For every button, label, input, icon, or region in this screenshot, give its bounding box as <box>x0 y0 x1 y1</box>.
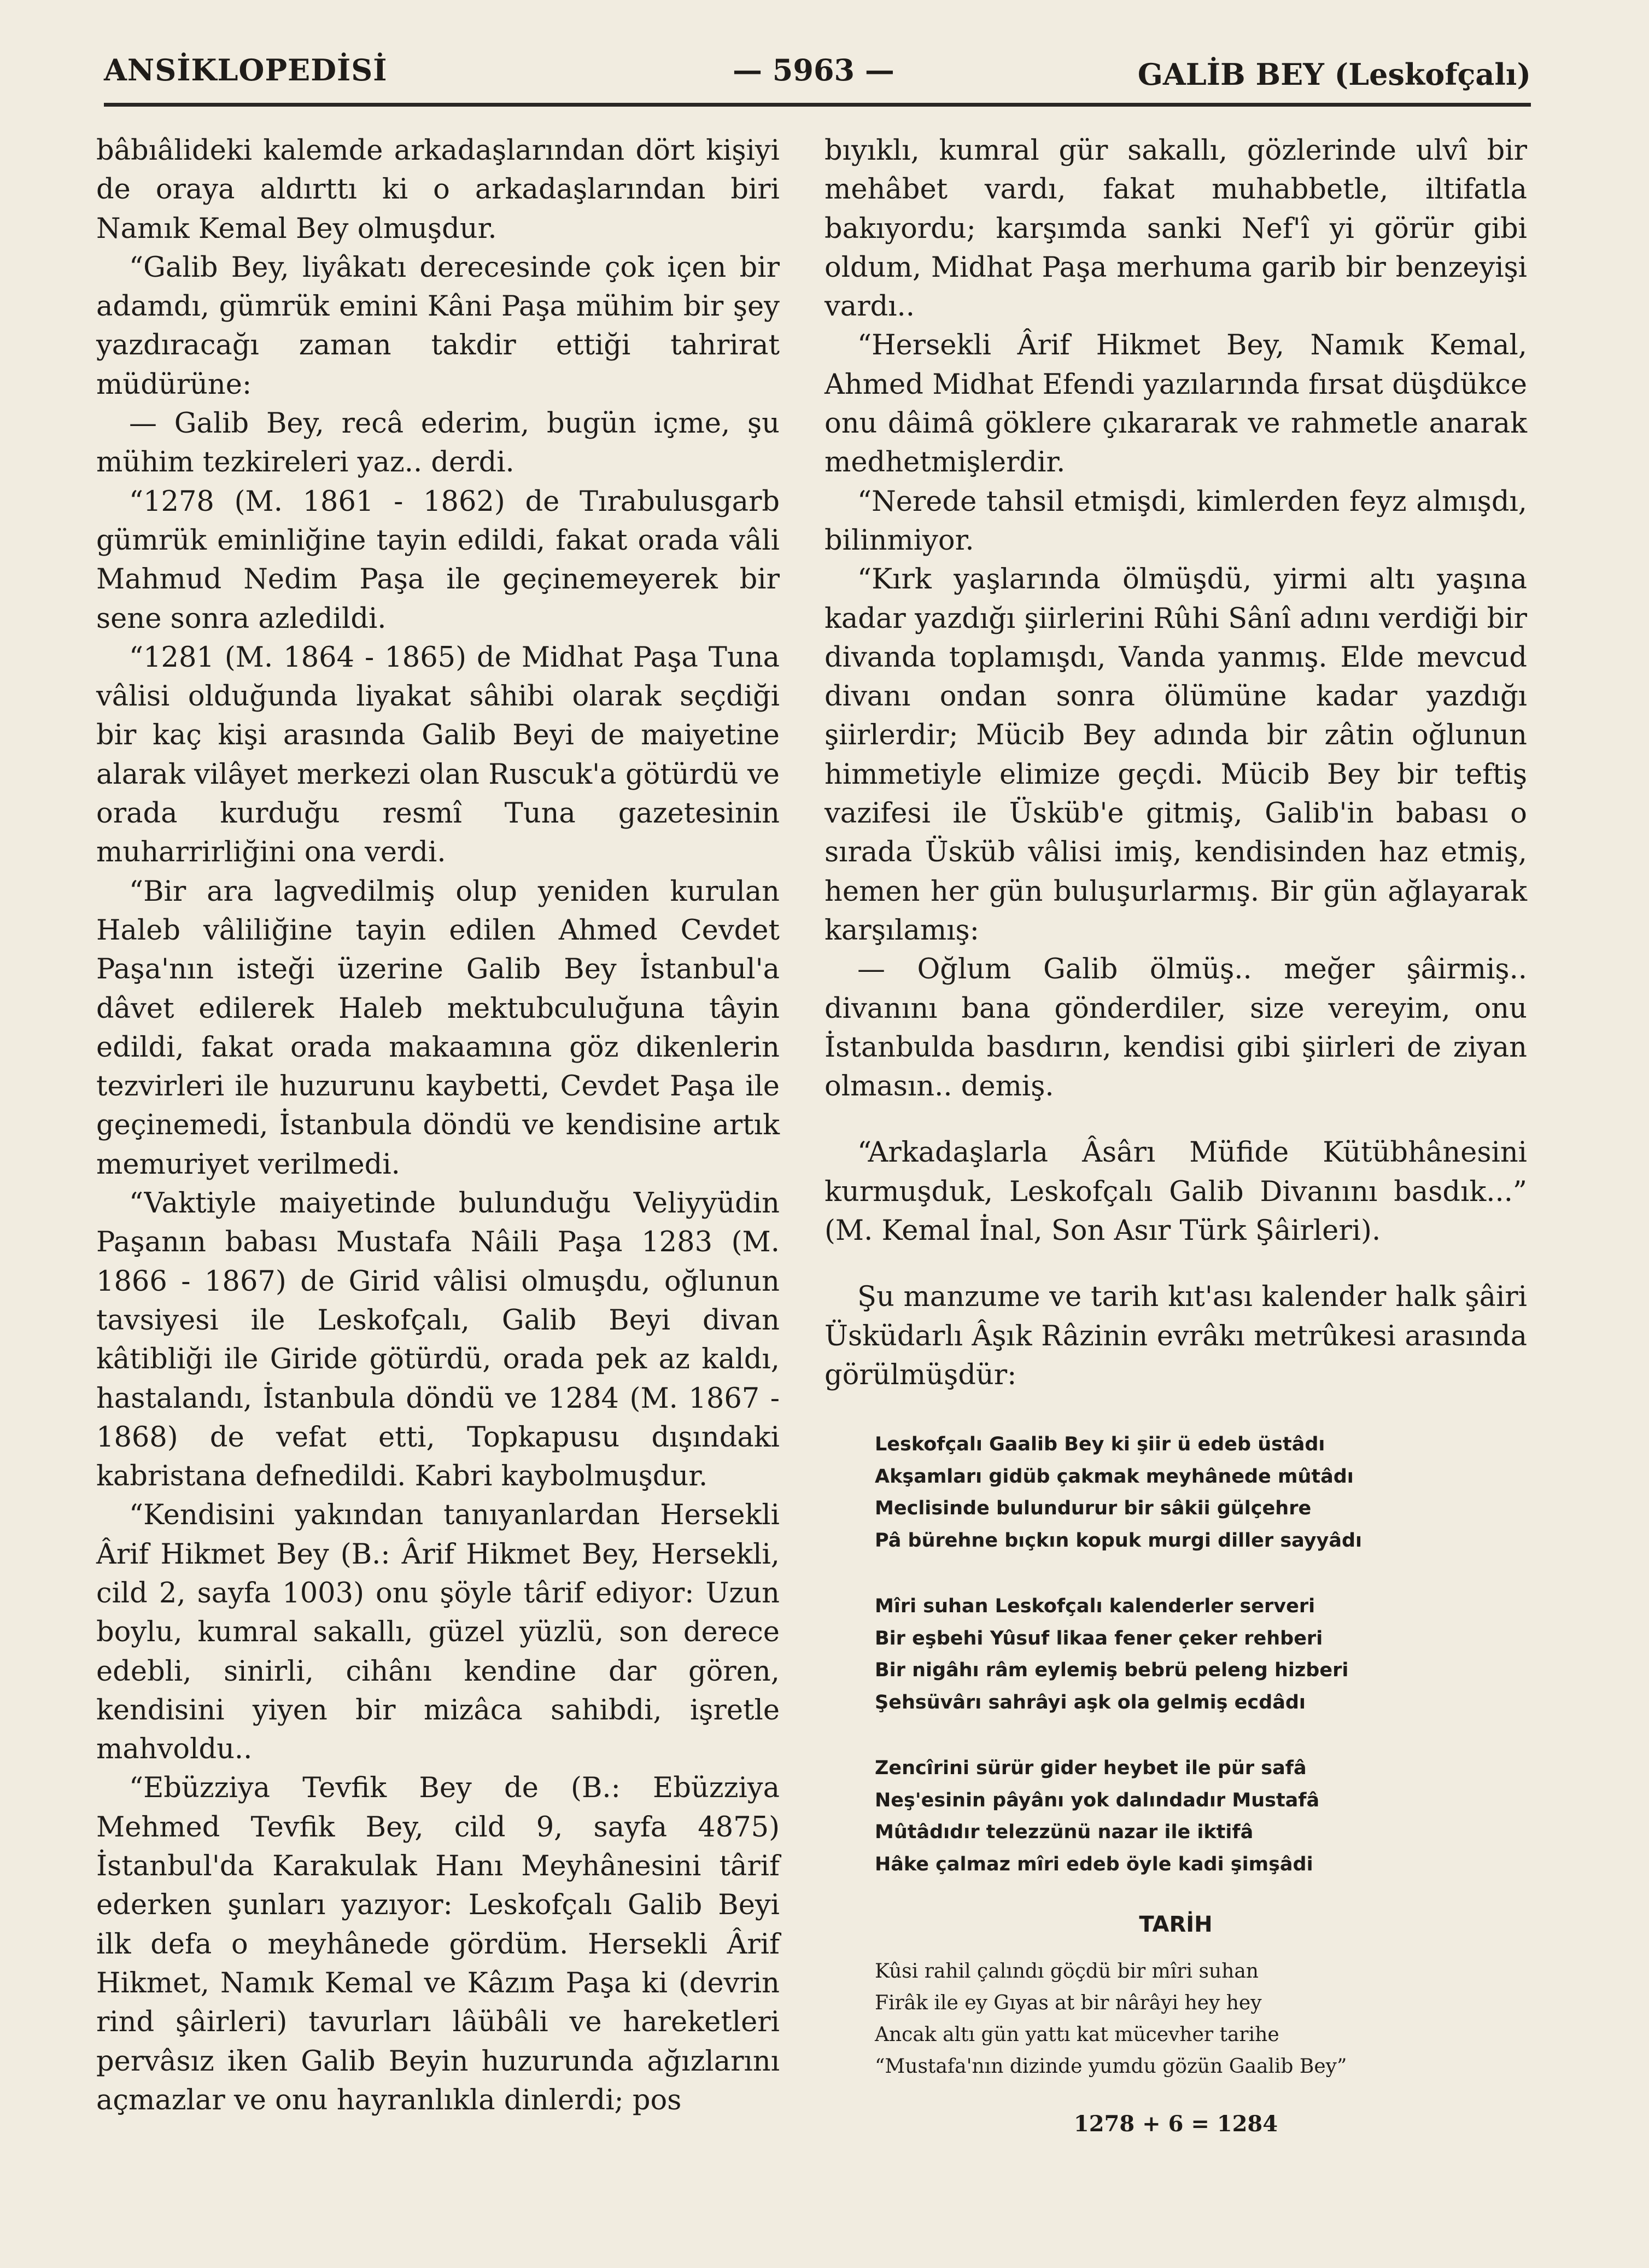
page-header <box>104 48 1531 107</box>
paragraph: “Nerede tahsil etmişdi, kimlerden feyz almışdı, bilinmiyor. <box>824 485 1527 557</box>
paragraph: “Hersekli Ârif Hikmet Bey, Namık Kemal, Ahmed Midhat Efendi yazılarında fırsat düşdükce onu dâimâ göklere çıkararak ve rahmetle anarak medhetmişlerdir. <box>824 329 1527 479</box>
paragraph: — Galib Bey, recâ ederim, bugün içme, şu mühim tezkireleri yaz.. derdi. <box>96 407 780 479</box>
paragraph: — Oğlum Galib ölmüş.. meğer şâirmiş.. divanını bana gönderdiler, size vereyim, onu İstanbulda basdırın, kendisi gibi şiirleri de ziyan olmasın.. demiş. <box>824 953 1527 1103</box>
tarih-line: Ancak altı gün yattı kat mücevher tarihe <box>875 2023 1279 2046</box>
poem-line: Mûtâdıdır telezzünü nazar ile iktifâ <box>875 1821 1254 1844</box>
poem-line: Akşamları gidüb çakmak meyhânede mûtâdı <box>875 1465 1354 1488</box>
poem-line: Meclisinde bulundurur bir sâkii gülçehre <box>875 1497 1312 1520</box>
paragraph: “Kendisini yakından tanıyanlardan Hersekli Ârif Hikmet Bey (B.: Ârif Hikmet Bey, Hersekli, cild 2, sayfa 1003) onu şöyle târif ediyor: Uzun boylu, kumral sakallı, güzel yüzlü, son derece edebli, sinirli, cihânı kendine dar gören, kendisini yiyen bir mizâca sahibdi, işretle mahvoldu.. <box>96 1499 780 1766</box>
tarih-line: Kûsi rahil çalındı göçdü bir mîri suhan <box>875 1960 1259 1983</box>
tarih-heading: TARİH <box>1139 1912 1213 1938</box>
poem-stanza <box>875 1590 1527 1718</box>
poem-stanza <box>875 1752 1527 1880</box>
tarih-line: Firâk ile ey Gıyas at bir nârâyi hey hey <box>875 1991 1262 2014</box>
paragraph: “Arkadaşlarla Âsârı Müfide Kütübhânesini kurmuşduk, Leskofçalı Galib Divanını basdık...” (M. Kemal İnal, Son Asır Türk Şâirleri). <box>824 1136 1527 1247</box>
poem-line: Leskofçalı Gaalib Bey ki şiir ü edeb üstâdı <box>875 1433 1325 1456</box>
paragraph: Şu manzume ve tarih kıt'ası kalender halk şâiri Üsküdarlı Âşık Râzinin evrâkı metrûkesi arasında görülmüşdür: <box>824 1281 1527 1391</box>
poem-line: Bir nigâhı râm eylemiş bebrü peleng hizberi <box>875 1659 1349 1682</box>
tarih-sum: 1278 + 6 = 1284 <box>1073 2110 1278 2137</box>
right-column <box>824 131 1527 2143</box>
tarih-verse <box>824 1956 1527 2083</box>
paragraph: “Vaktiyle maiyetinde bulunduğu Veliyyüdin Paşanın babası Mustafa Nâili Paşa 1283 (M. 1866 - 1867) de Girid vâlisi olmuşdu, oğlunun tavsiyesi ile Leskofçalı, Galib Beyi divan kâtibliği ile Giride götürdü, orada pek az kaldı, hastalandı, İstanbula döndü ve 1284 (M. 1867 - 1868) de vefat etti, Topkapusu dışındaki kabristana defnedildi. Kabri kaybolmuşdur. <box>96 1187 780 1493</box>
paragraph: bıyıklı, kumral gür sakallı, gözlerinde ulvî bir mehâbet vardı, fakat muhabbetle, iltifatla bakıyordu; karşımda sanki Nef'î yi görür gibi oldum, Midhat Paşa merhuma garib bir benzeyişi vardı.. <box>824 135 1527 323</box>
left-column <box>96 131 780 2120</box>
paragraph: “Galib Bey, liyâkatı derecesinde çok içen bir adamdı, gümrük emini Kâni Paşa mühim bir şey yazdıracağı zaman takdir ettiği tahrirat müdürüne: <box>96 251 780 401</box>
poem-stanza <box>875 1429 1527 1556</box>
paragraph: bâbıâlideki kalemde arkadaşlarından dört kişiyi de oraya aldırttı ki o arkadaşlarından biri Namık Kemal Bey olmuşdur. <box>96 135 780 245</box>
paragraph: “Kırk yaşlarında ölmüşdü, yirmi altı yaşına kadar yazdığı şiirlerini Rûhi Sânî adını verdiği bir divanda toplamışdı, Vanda yanmış. Elde mevcud divanı ondan sonra ölümüne kadar yazdığı şiirlerdir; Mücib Bey adında bir zâtin oğlunun himmetiyle elimize geçdi. Mücib Bey bir teftiş vazifesi ile Üsküb'e gitmiş, Galib'in babası o sırada Üsküb vâlisi imiş, kendisinden haz etmiş, hemen her gün buluşurlarmış. Bir gün ağlayarak karşılamış: <box>824 563 1527 947</box>
paragraph: “1281 (M. 1864 - 1865) de Midhat Paşa Tuna vâlisi olduğunda liyakat sâhibi olarak seçdiği bir kaç kişi arasında Galib Beyi de maiyetine alarak vilâyet merkezi olan Ruscuk'a götürdü ve orada kurduğu resmî Tuna gazetesinin muharrirliğini ona verdi. <box>96 641 780 869</box>
paragraph: “Bir ara lagvedilmiş olup yeniden kurulan Haleb vâliliğine tayin edilen Ahmed Cevdet Paşa'nın isteği üzerine Galib Bey İstanbul'a dâvet edilerek Haleb mektubculuğuna tâyin edildi, fakat orada makaamına göz dikenlerin tezvirleri ile huzurunu kaybetti, Cevdet Paşa ile geçinemedi, İstanbula döndü ve kendisine artık memuriyet verilmedi. <box>96 875 780 1181</box>
poem-line: Mîri suhan Leskofçalı kalenderler serveri <box>875 1595 1315 1618</box>
poem <box>824 1429 1527 1880</box>
paragraph: “Ebüzziya Tevfik Bey de (B.: Ebüzziya Mehmed Tevfik Bey, cild 9, sayfa 4875) İstanbul'da Karakulak Hanı Meyhânesini târif ederken şunları yazıyor: Leskofçalı Galib Beyi ilk defa o meyhânede gördüm. Hersekli Ârif Hikmet, Namık Kemal ve Kâzım Paşa ki (devrin rind şâirleri) tavurları lâübâli ve hareketleri pervâsız iken Galib Beyin huzurunda ağızlarını açmazlar ve onu hayranlıkla dinlerdi; pos <box>96 1772 780 2117</box>
poem-line: Bir eşbehi Yûsuf likaa fener çeker rehberi <box>875 1627 1323 1649</box>
poem-line: Şehsüvârı sahrâyi aşk ola gelmiş ecdâdı <box>875 1691 1306 1713</box>
poem-line: Pâ bürehne bıçkın kopuk murgi diller sayyâdı <box>875 1529 1363 1552</box>
header-title-left: ANSİKLOPEDİSİ <box>104 53 388 88</box>
poem-line: Hâke çalmaz mîri edeb öyle kadi şimşâdi <box>875 1853 1313 1875</box>
page-number: — 5963 — <box>733 53 894 88</box>
paragraph: “1278 (M. 1861 - 1862) de Tırabulusgarb gümrük eminliğine tayin edildi, fakat orada vâli Mahmud Nedim Paşa ile geçinemeyerek bir sene sonra azledildi. <box>96 485 780 635</box>
tarih-line: “Mustafa'nın dizinde yumdu gözün Gaalib Bey” <box>875 2055 1347 2078</box>
poem-line: Zencîrini sürür gider heybet ile pür safâ <box>875 1757 1307 1780</box>
header-title-right: GALİB BEY (Leskofçalı) <box>1137 57 1531 92</box>
poem-line: Neş'esinin pâyânı yok dalındadır Mustafâ <box>875 1789 1320 1811</box>
